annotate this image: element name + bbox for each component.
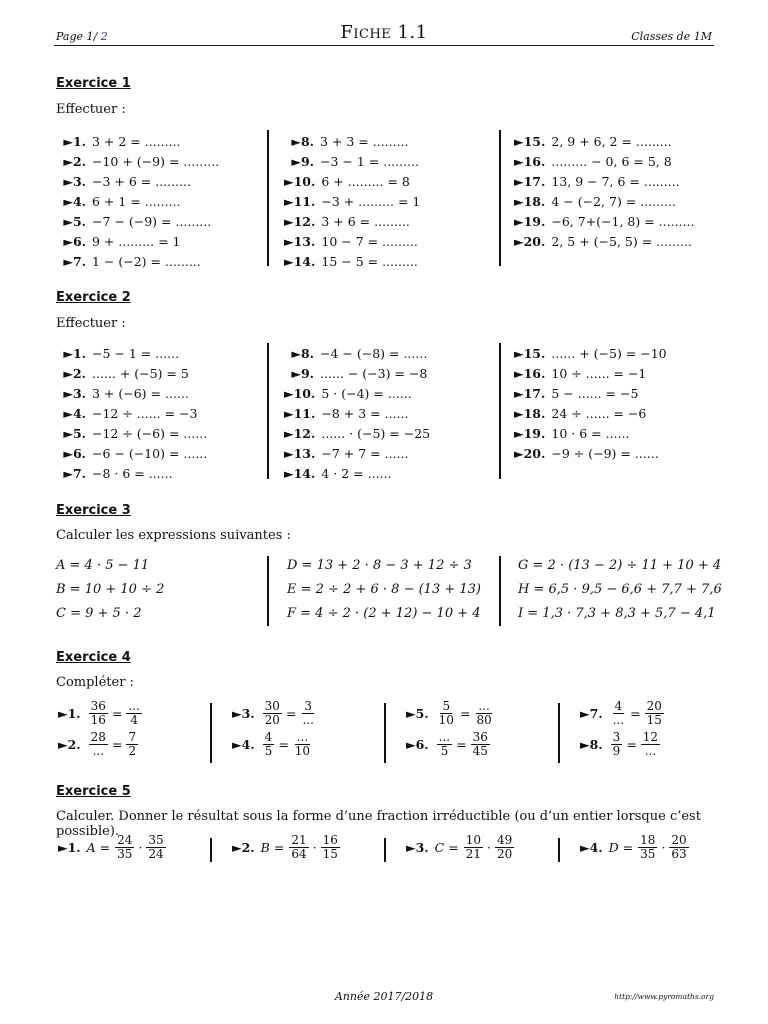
item-expression: 3 + 3 = ......... bbox=[320, 134, 409, 149]
exercise-1-column-1 bbox=[56, 132, 219, 272]
item-number: ►20. bbox=[514, 234, 546, 249]
item-number: ►18. bbox=[514, 406, 546, 421]
item-number: ►19. bbox=[514, 426, 546, 441]
item-expression: 9 + ......... = 1 bbox=[92, 234, 181, 249]
school-year: Année 2017/2018 bbox=[334, 990, 434, 1003]
item-number: ►4. bbox=[63, 406, 86, 421]
fraction bbox=[437, 731, 452, 758]
numerator: 5 bbox=[442, 699, 451, 713]
page-prefix: Page 1/ bbox=[56, 30, 98, 43]
multiply-dot: · bbox=[138, 840, 143, 855]
item-number: ►8. bbox=[291, 346, 314, 361]
item-expression: −5 − 1 = ...... bbox=[92, 346, 180, 361]
exercise-item bbox=[56, 192, 219, 212]
fraction bbox=[126, 700, 141, 727]
item-number: ►12. bbox=[284, 214, 316, 229]
numerator: ... bbox=[296, 730, 309, 744]
numerator: ... bbox=[128, 699, 140, 713]
fraction bbox=[321, 834, 340, 861]
fraction-item bbox=[406, 731, 492, 758]
exercise-item bbox=[514, 424, 667, 444]
fraction bbox=[495, 834, 514, 861]
numerator: 49 bbox=[496, 833, 513, 847]
numerator: 18 bbox=[640, 833, 656, 847]
item-number: ►7. bbox=[63, 466, 86, 481]
item-number: ►7. bbox=[580, 706, 603, 721]
expression-d: D = 13 + 2 · 8 − 3 + 12 ÷ 3 bbox=[287, 558, 472, 573]
expression-h: H = 6,5 · 9,5 − 6,6 + 7,7 + 7,6 bbox=[518, 582, 722, 597]
item-expression: ...... + (−5) = −10 bbox=[551, 346, 667, 361]
exercise-4-instruction: Compléter : bbox=[56, 675, 134, 690]
denominator: 2 bbox=[128, 744, 137, 758]
multiply-dot: · bbox=[486, 840, 491, 855]
exercise-item bbox=[56, 364, 207, 384]
denominator: 5 bbox=[264, 744, 273, 758]
item-expression: −3 + 6 = ......... bbox=[92, 174, 191, 189]
multiply-dot: · bbox=[661, 840, 666, 855]
item-number: ►2. bbox=[232, 840, 255, 855]
exercise-item bbox=[284, 364, 430, 384]
equals-sign: = bbox=[459, 706, 471, 721]
denominator: 16 bbox=[90, 713, 106, 727]
item-expression: 3 + (−6) = ...... bbox=[92, 386, 189, 401]
exercise-item bbox=[514, 132, 694, 152]
item-number: ►1. bbox=[58, 706, 81, 721]
fraction-item bbox=[406, 700, 496, 727]
exercise-3-title: Exercice 3 bbox=[56, 503, 131, 518]
expression-e: E = 2 ÷ 2 + 6 · 8 − (13 + 13) bbox=[287, 582, 481, 597]
denominator: ... bbox=[92, 744, 105, 758]
item-number: ►13. bbox=[284, 446, 316, 461]
item-number: ►2. bbox=[63, 366, 86, 381]
equals-sign: = bbox=[111, 737, 123, 752]
item-number: ►2. bbox=[63, 154, 86, 169]
item-expression: ...... + (−5) = 5 bbox=[92, 366, 189, 381]
item-expression: 6 + 1 = ......... bbox=[92, 194, 181, 209]
class-label: Classes de 1M bbox=[631, 30, 712, 43]
item-expression: 2, 9 + 6, 2 = ......... bbox=[551, 134, 672, 149]
item-number: ►10. bbox=[284, 174, 316, 189]
equals-sign: = bbox=[285, 706, 297, 721]
denominator: 80 bbox=[476, 713, 492, 727]
numerator: 10 bbox=[465, 833, 481, 847]
item-number: ►8. bbox=[291, 134, 314, 149]
exercise-item bbox=[284, 464, 430, 484]
item-number: ►4. bbox=[63, 194, 86, 209]
numerator: 24 bbox=[117, 833, 133, 847]
item-expression: 15 − 5 = ......... bbox=[321, 254, 418, 269]
numerator: 4 bbox=[614, 699, 623, 713]
exercise-item bbox=[56, 384, 207, 404]
fraction bbox=[263, 731, 275, 758]
column-divider bbox=[384, 703, 386, 763]
item-expression: −7 − (−9) = ......... bbox=[92, 214, 212, 229]
numerator: 35 bbox=[148, 833, 164, 847]
column-divider bbox=[210, 703, 212, 763]
exercise-1-column-3 bbox=[514, 132, 694, 252]
denominator: ... bbox=[612, 713, 625, 727]
item-number: ►14. bbox=[284, 466, 316, 481]
numerator: 3 bbox=[304, 699, 312, 713]
fraction bbox=[289, 834, 308, 861]
item-number: ►2. bbox=[58, 737, 81, 752]
item-number: ►15. bbox=[514, 346, 546, 361]
exercise-item bbox=[284, 212, 420, 232]
item-number: ►14. bbox=[284, 254, 316, 269]
product-item bbox=[580, 834, 691, 861]
item-expression: 10 − 7 = ......... bbox=[321, 234, 418, 249]
item-number: ►4. bbox=[232, 737, 255, 752]
item-expression: ...... · (−5) = −25 bbox=[321, 426, 431, 441]
fraction-item bbox=[58, 700, 144, 727]
denominator: 20 bbox=[496, 847, 513, 861]
exercise-item bbox=[284, 192, 420, 212]
item-expression: −6 − (−10) = ...... bbox=[92, 446, 208, 461]
product-item bbox=[232, 834, 342, 861]
exercise-item bbox=[284, 132, 420, 152]
item-number: ►9. bbox=[291, 154, 314, 169]
column-divider bbox=[499, 556, 501, 626]
numerator: 36 bbox=[90, 699, 106, 713]
item-number: ►10. bbox=[284, 386, 316, 401]
item-expression: −10 + (−9) = ......... bbox=[92, 154, 220, 169]
exercise-item bbox=[514, 172, 694, 192]
numerator: 20 bbox=[646, 699, 662, 713]
denominator: 10 bbox=[438, 713, 454, 727]
fraction-item bbox=[580, 731, 662, 758]
equals-sign: = bbox=[456, 737, 467, 752]
exercise-item bbox=[284, 232, 420, 252]
exercise-2-title: Exercice 2 bbox=[56, 290, 131, 305]
denominator: 4 bbox=[130, 713, 138, 727]
equals-sign: = bbox=[278, 737, 289, 752]
exercise-item bbox=[514, 212, 694, 232]
item-number: ►12. bbox=[284, 426, 316, 441]
item-expression: 3 + 2 = ......... bbox=[92, 134, 181, 149]
column-divider bbox=[558, 703, 560, 763]
item-expression: −8 + 3 = ...... bbox=[321, 406, 409, 421]
column-divider bbox=[267, 130, 269, 266]
exercise-item bbox=[56, 464, 207, 484]
item-expression: −12 ÷ ...... = −3 bbox=[92, 406, 198, 421]
exercise-item bbox=[56, 152, 219, 172]
exercise-item bbox=[514, 404, 667, 424]
item-number: ►5. bbox=[63, 426, 86, 441]
item-number: ►19. bbox=[514, 214, 546, 229]
item-expression: 4 − (−2, 7) = ......... bbox=[551, 194, 677, 209]
numerator: 28 bbox=[90, 730, 106, 744]
numerator: 21 bbox=[291, 833, 307, 847]
item-number: ►20. bbox=[514, 446, 546, 461]
source-url[interactable]: http://www.pyromaths.org bbox=[614, 992, 714, 1001]
column-divider bbox=[210, 838, 212, 862]
numerator: 3 bbox=[612, 730, 621, 744]
exercise-3-instruction: Calculer les expressions suivantes : bbox=[56, 528, 291, 543]
item-number: ►13. bbox=[284, 234, 316, 249]
exercise-item bbox=[56, 232, 219, 252]
expression-c: C = 9 + 5 · 2 bbox=[56, 606, 142, 621]
multiply-dot: · bbox=[312, 840, 317, 855]
item-number: ►16. bbox=[514, 366, 546, 381]
exercise-1-instruction: Effectuer : bbox=[56, 102, 126, 117]
denominator: 15 bbox=[646, 713, 662, 727]
column-divider bbox=[499, 130, 501, 266]
variable-label: B = bbox=[260, 840, 285, 855]
exercise-item bbox=[514, 444, 667, 464]
fraction bbox=[641, 731, 660, 758]
exercise-2-instruction: Effectuer : bbox=[56, 316, 126, 331]
exercise-item bbox=[284, 384, 430, 404]
item-number: ►1. bbox=[63, 134, 86, 149]
exercise-3-column-1 bbox=[56, 554, 164, 626]
denominator: 20 bbox=[264, 713, 280, 727]
column-divider bbox=[267, 343, 269, 479]
variable-label: D = bbox=[608, 840, 634, 855]
fraction bbox=[611, 731, 623, 758]
item-number: ►11. bbox=[284, 194, 316, 209]
expression-i: I = 1,3 · 7,3 + 8,3 + 5,7 − 4,1 bbox=[518, 606, 716, 621]
fraction bbox=[89, 731, 108, 758]
expression-f: F = 4 ÷ 2 · (2 + 12) − 10 + 4 bbox=[287, 606, 481, 621]
product-item bbox=[406, 834, 516, 861]
exercise-item bbox=[56, 252, 219, 272]
denominator: 35 bbox=[117, 847, 133, 861]
exercise-item bbox=[284, 344, 430, 364]
exercise-item bbox=[56, 172, 219, 192]
item-number: ►9. bbox=[291, 366, 314, 381]
exercise-item bbox=[514, 232, 694, 252]
expression-b: B = 10 + 10 ÷ 2 bbox=[56, 582, 165, 597]
fraction bbox=[293, 731, 312, 758]
item-expression: −3 − 1 = ......... bbox=[320, 154, 419, 169]
fraction bbox=[471, 731, 490, 758]
column-divider bbox=[558, 838, 560, 862]
exercise-2-column-2 bbox=[284, 344, 430, 484]
item-number: ►18. bbox=[514, 194, 546, 209]
sheet-title: Fiche 1.1 bbox=[340, 22, 428, 43]
numerator: 36 bbox=[472, 730, 488, 744]
exercise-item bbox=[514, 192, 694, 212]
denominator: 5 bbox=[440, 744, 449, 758]
denominator: 24 bbox=[148, 847, 164, 861]
variable-label: A = bbox=[86, 840, 111, 855]
item-expression: 5 · (−4) = ...... bbox=[321, 386, 412, 401]
item-number: ►4. bbox=[580, 840, 603, 855]
equals-sign: = bbox=[626, 737, 637, 752]
exercise-5-title: Exercice 5 bbox=[56, 784, 131, 799]
fraction bbox=[669, 834, 688, 861]
denominator: 63 bbox=[671, 847, 687, 861]
denominator: 64 bbox=[291, 847, 307, 861]
page-header bbox=[54, 22, 714, 46]
item-number: ►5. bbox=[63, 214, 86, 229]
item-expression: ...... − (−3) = −8 bbox=[320, 366, 428, 381]
exercise-2-column-1 bbox=[56, 344, 207, 484]
exercise-4-title: Exercice 4 bbox=[56, 650, 131, 665]
exercise-item bbox=[284, 252, 420, 272]
item-number: ►17. bbox=[514, 386, 546, 401]
equals-sign: = bbox=[111, 706, 123, 721]
numerator: 12 bbox=[642, 730, 659, 744]
item-expression: 13, 9 − 7, 6 = ......... bbox=[551, 174, 680, 189]
exercise-item bbox=[284, 404, 430, 424]
expression-g: G = 2 · (13 − 2) ÷ 11 + 10 + 4 bbox=[518, 558, 722, 573]
numerator: 30 bbox=[264, 699, 280, 713]
item-expression: −6, 7+(−1, 8) = ......... bbox=[551, 214, 695, 229]
item-expression: −3 + ......... = 1 bbox=[321, 194, 421, 209]
denominator: 21 bbox=[465, 847, 481, 861]
item-expression: 10 ÷ ...... = −1 bbox=[551, 366, 647, 381]
item-number: ►3. bbox=[63, 386, 86, 401]
item-number: ►6. bbox=[63, 234, 86, 249]
column-divider bbox=[267, 556, 269, 626]
item-number: ►7. bbox=[63, 254, 86, 269]
denominator: ... bbox=[644, 744, 657, 758]
fraction bbox=[263, 700, 282, 727]
fraction-item bbox=[232, 700, 318, 727]
numerator: ... bbox=[478, 699, 490, 713]
item-expression: −7 + 7 = ...... bbox=[321, 446, 409, 461]
denominator: 45 bbox=[472, 744, 488, 758]
exercise-item bbox=[56, 424, 207, 444]
denominator: 9 bbox=[612, 744, 621, 758]
item-number: ►3. bbox=[63, 174, 86, 189]
numerator: 7 bbox=[128, 730, 137, 744]
item-expression: ......... − 0, 6 = 5, 8 bbox=[551, 154, 672, 169]
denominator: 10 bbox=[294, 744, 311, 758]
fraction bbox=[146, 834, 165, 861]
exercise-item bbox=[56, 132, 219, 152]
exercise-2-column-3 bbox=[514, 344, 667, 464]
item-number: ►17. bbox=[514, 174, 546, 189]
fraction bbox=[126, 731, 138, 758]
exercise-item bbox=[284, 444, 430, 464]
item-number: ►15. bbox=[514, 134, 546, 149]
product-item bbox=[58, 834, 168, 861]
fraction bbox=[464, 834, 483, 861]
exercise-item bbox=[514, 152, 694, 172]
expression-a: A = 4 · 5 − 11 bbox=[56, 558, 150, 573]
numerator: 4 bbox=[264, 730, 273, 744]
item-expression: −8 · 6 = ...... bbox=[92, 466, 173, 481]
numerator: 20 bbox=[671, 833, 687, 847]
item-number: ►6. bbox=[63, 446, 86, 461]
fraction bbox=[89, 700, 108, 727]
fraction bbox=[437, 700, 456, 727]
page-total-link[interactable]: 2 bbox=[100, 30, 108, 43]
denominator: 15 bbox=[322, 847, 338, 861]
fraction-item bbox=[232, 731, 314, 758]
fraction bbox=[300, 700, 315, 727]
fraction bbox=[474, 700, 493, 727]
item-number: ►6. bbox=[406, 737, 429, 752]
exercise-item bbox=[514, 364, 667, 384]
item-number: ►1. bbox=[58, 840, 81, 855]
exercise-3-column-3 bbox=[518, 554, 722, 626]
exercise-item bbox=[56, 444, 207, 464]
fraction-item bbox=[58, 731, 140, 758]
item-expression: 5 − ...... = −5 bbox=[551, 386, 639, 401]
variable-label: C = bbox=[434, 840, 459, 855]
exercise-item bbox=[284, 424, 430, 444]
exercise-item bbox=[514, 384, 667, 404]
item-expression: 10 · 6 = ...... bbox=[551, 426, 630, 441]
item-expression: 3 + 6 = ......... bbox=[321, 214, 410, 229]
column-divider bbox=[499, 343, 501, 479]
exercise-item bbox=[514, 344, 667, 364]
item-expression: −9 ÷ (−9) = ...... bbox=[551, 446, 659, 461]
item-number: ►8. bbox=[580, 737, 603, 752]
numerator: ... bbox=[438, 730, 451, 744]
denominator: 35 bbox=[640, 847, 656, 861]
exercise-3-column-2 bbox=[287, 554, 481, 626]
item-expression: −4 − (−8) = ...... bbox=[320, 346, 428, 361]
fraction bbox=[638, 834, 657, 861]
item-number: ►3. bbox=[406, 840, 429, 855]
item-number: ►11. bbox=[284, 406, 316, 421]
fraction-item bbox=[580, 700, 666, 727]
item-number: ►3. bbox=[232, 706, 255, 721]
equals-sign: = bbox=[630, 706, 641, 721]
column-divider bbox=[384, 838, 386, 862]
item-expression: 4 · 2 = ...... bbox=[321, 466, 392, 481]
numerator: 16 bbox=[322, 833, 338, 847]
exercise-item bbox=[284, 152, 420, 172]
exercise-item bbox=[56, 344, 207, 364]
item-number: ►5. bbox=[406, 706, 429, 721]
item-number: ►16. bbox=[514, 154, 546, 169]
exercise-1-title: Exercice 1 bbox=[56, 76, 131, 91]
denominator: ... bbox=[302, 713, 314, 727]
item-expression: 1 − (−2) = ......... bbox=[92, 254, 201, 269]
item-expression: 2, 5 + (−5, 5) = ......... bbox=[551, 234, 692, 249]
fraction bbox=[645, 700, 664, 727]
exercise-5-instruction: Calculer. Donner le résultat sous la forme d’une fraction irréductible (ou d’un entier lorsque c’est possible). bbox=[56, 809, 701, 839]
fraction bbox=[115, 834, 134, 861]
fraction bbox=[611, 700, 626, 727]
exercise-item bbox=[56, 404, 207, 424]
exercise-item bbox=[56, 212, 219, 232]
exercise-1-column-2 bbox=[284, 132, 420, 272]
item-expression: 24 ÷ ...... = −6 bbox=[551, 406, 647, 421]
exercise-item bbox=[284, 172, 420, 192]
item-expression: −12 ÷ (−6) = ...... bbox=[92, 426, 208, 441]
item-number: ►1. bbox=[63, 346, 86, 361]
item-expression: 6 + ......... = 8 bbox=[321, 174, 410, 189]
